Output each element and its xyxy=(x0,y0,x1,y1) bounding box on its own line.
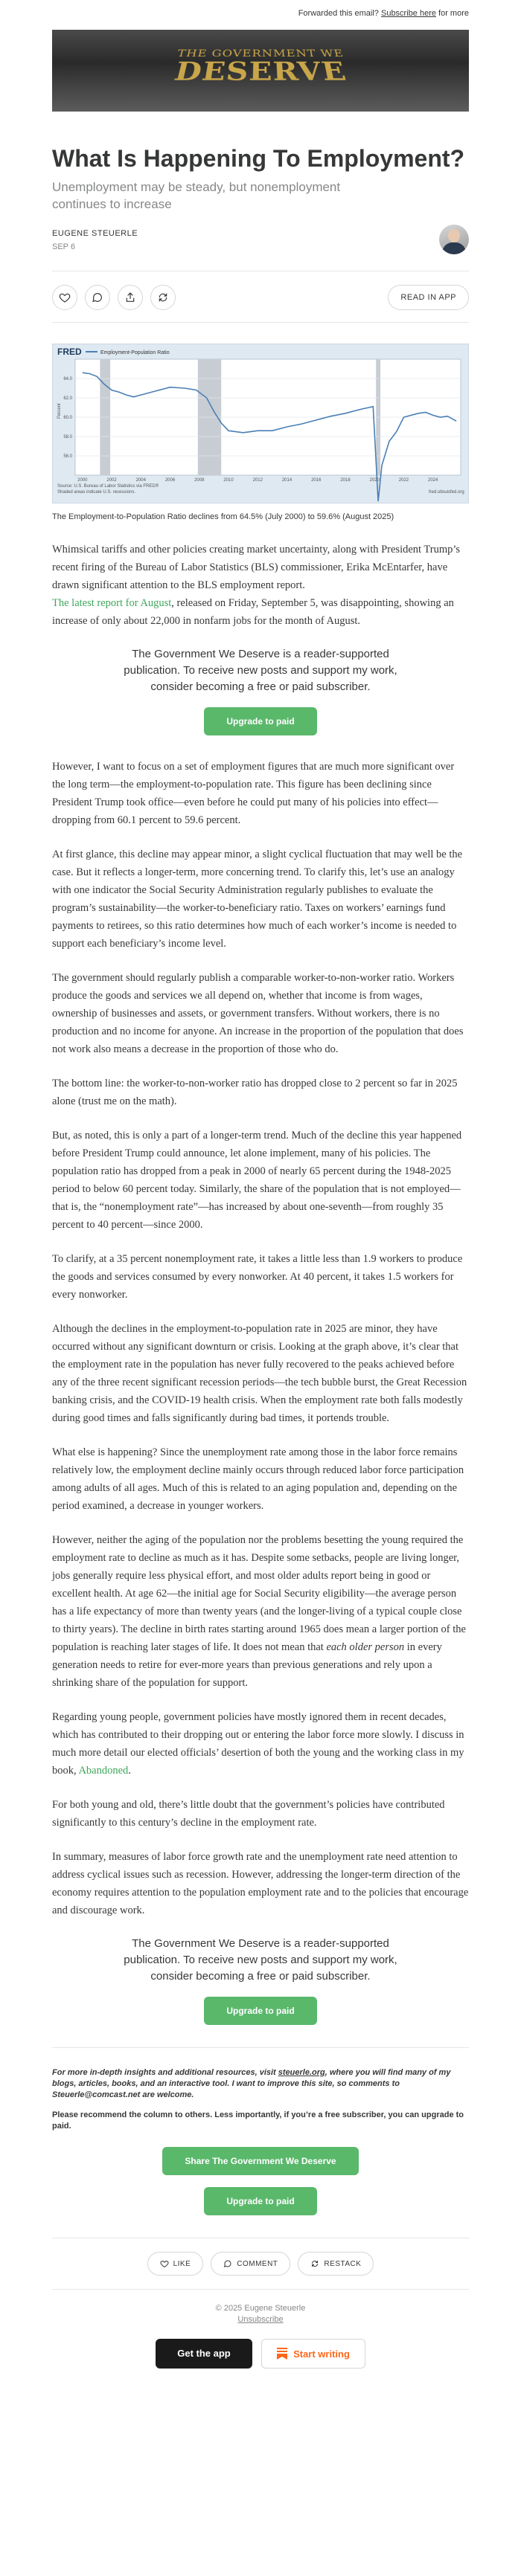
paragraph-1-text: Whimsical tariffs and other policies creating market uncertainty, along with President Trump’s recent firing of the Bureau of Labor Statistics (BLS) commissioner, Erika McEntarfer, have drawn significant attention to the BLS employment report. xyxy=(52,544,461,591)
fred-logo: FRED xyxy=(57,347,82,357)
restack-icon xyxy=(157,292,169,303)
restack-icon xyxy=(310,2259,319,2268)
comment-icon xyxy=(92,292,103,303)
footer-note-rest: , where you will find many of my blogs, articles, books, and an interactive tool. I want to improve this site, so comments to Steuerle@comcast.net are welcome. xyxy=(52,2068,451,2099)
avatar-suit xyxy=(442,242,466,254)
x-tick-label: 2004 xyxy=(135,478,146,483)
post-meta xyxy=(52,229,469,260)
x-tick-label: 2018 xyxy=(340,478,351,483)
post-title[interactable]: What Is Happening To Employment? xyxy=(52,145,465,172)
y-axis-label: Percent xyxy=(57,403,62,419)
upgrade-button-3[interactable]: Upgrade to paid xyxy=(204,2187,316,2215)
avatar-head xyxy=(448,229,460,242)
chart-note: Shaded areas indicate U.S. recessions. xyxy=(57,490,136,495)
legend-label: Employment-Population Ratio xyxy=(100,350,170,355)
heart-icon xyxy=(160,2259,169,2268)
share-publication-button[interactable]: Share The Government We Deserve xyxy=(162,2147,358,2175)
chart-svg xyxy=(53,344,468,503)
comment-label: COMMENT xyxy=(237,2259,278,2268)
cta-text-1: The Government We Deserve is a reader-supported publication. To receive new posts and support my work, consider becoming a free or paid subscriber. xyxy=(124,648,397,693)
footer-note-resources xyxy=(52,2067,469,2101)
banner-logo xyxy=(52,48,469,85)
paragraph-10-emphasis: each older person xyxy=(326,1641,405,1653)
abandoned-book-link[interactable]: Abandoned xyxy=(78,1765,129,1777)
post-body-continued xyxy=(52,758,469,1919)
copyright-text: © 2025 Eugene Steuerle xyxy=(215,2304,306,2313)
paragraph-10-rest: in every generation needs to retire for ever-more years than previous generations and rely upon a shrinking share of the population for support. xyxy=(52,1641,442,1689)
subscribe-cta-2 xyxy=(0,1936,521,2025)
paragraph-11 xyxy=(52,1708,469,1780)
unsubscribe-link[interactable]: Unsubscribe xyxy=(237,2315,284,2324)
paragraph-9: What else is happening? Since the unemployment rate among those in the labor force remains relatively low, the employment decline mainly occurs through reduced labor force participation among adults of all ages. Much of this is related to an aging population and, depending on the period examined, a decrease in younger workers. xyxy=(52,1446,464,1512)
start-writing-button[interactable] xyxy=(261,2339,365,2369)
x-tick-label: 2000 xyxy=(77,478,88,483)
upgrade-button-1[interactable]: Upgrade to paid xyxy=(204,707,316,735)
publication-banner[interactable] xyxy=(52,30,469,112)
paragraph-11-rest: . xyxy=(128,1765,131,1777)
section-divider xyxy=(52,2047,469,2048)
footer-note-recommend: Please recommend the column to others. Less importantly, if you’re a free subscriber, you can upgrade to paid. xyxy=(52,2110,464,2131)
footer-note-text: For more in-depth insights and additional resources, visit xyxy=(52,2068,278,2077)
paragraph-13: In summary, measures of labor force growth rate and the unemployment rate need attention to address cyclical issues such as recession. However, addressing the longer-term direction of the economy requires attention to the population employment rate and to the policies that encourage and discourage work. xyxy=(52,1851,469,1916)
footer-buttons xyxy=(0,2135,521,2215)
post-subtitle: Unemployment may be steady, but nonemployment continues to increase xyxy=(52,180,341,211)
substack-icon xyxy=(277,2348,287,2360)
x-tick-label: 2012 xyxy=(252,478,263,483)
x-tick-label: 2002 xyxy=(106,478,117,483)
comment-icon xyxy=(223,2259,232,2268)
bottom-actions xyxy=(52,2238,469,2290)
fred-chart[interactable] xyxy=(52,344,469,503)
forward-bar xyxy=(0,0,521,30)
paragraph-11-text: Regarding young people, government policies have mostly ignored them in recent decades, which has contributed to their dropping out or entering the labor force more slowly. I discuss in much more detail our elected officials’ desertion of both the young and the working class in my book, xyxy=(52,1711,464,1777)
subscribe-cta-1 xyxy=(0,646,521,735)
chart-caption: The Employment-to-Population Ratio declines from 64.5% (July 2000) to 59.6% (August 2025) xyxy=(52,512,394,521)
x-tick-label: 2010 xyxy=(223,478,234,483)
like-label: LIKE xyxy=(173,2259,191,2268)
latest-report-link[interactable]: The latest report for August xyxy=(52,597,172,609)
paragraph-12: For both young and old, there’s little doubt that the government’s policies have contributed significantly to this century’s decline in the employment rate. xyxy=(52,1799,445,1829)
forward-text: Forwarded this email? xyxy=(298,9,381,18)
subscribe-link[interactable]: Subscribe here xyxy=(380,9,436,18)
post-body xyxy=(52,541,469,630)
x-tick-label: 2024 xyxy=(428,478,438,483)
paragraph-10 xyxy=(52,1531,469,1692)
restack-label: RESTACK xyxy=(324,2259,362,2268)
steuerle-link[interactable]: steuerle.org xyxy=(278,2068,325,2077)
paragraph-7: To clarify, at a 35 percent nonemployment rate, it takes a little less than 1.9 workers to produce the goods and services consumed by every nonworker. At 40 percent, it takes 1.5 workers for every nonworker. xyxy=(52,1253,463,1301)
banner-line2: DESERVE xyxy=(170,57,351,87)
chart-link[interactable]: fred.stlouisfed.org xyxy=(429,490,464,495)
paragraph-3: At first glance, this decline may appear minor, a slight cyclical fluctuation that may well be the case. But it reflects a longer-term, more concerning trend. To clarify this, let’s use an analogy with one indicator the Social Security Administration regularly publishes to evaluate the program’s sustainability—the worker-to-beneficiary ratio. Taxes on workers’ earnings fund payments to retirees, so this ratio determines how much of each worker’s income is needed to support each beneficiary’s income level. xyxy=(52,849,463,950)
x-tick-label: 2016 xyxy=(311,478,322,483)
x-tick-label: 2008 xyxy=(194,478,205,483)
share-icon xyxy=(124,292,136,303)
like-button[interactable] xyxy=(52,285,77,310)
y-tick-label: 58.0 xyxy=(63,435,72,439)
author-name[interactable]: EUGENE STEUERLE xyxy=(52,229,138,238)
forward-suffix: for more xyxy=(435,9,469,18)
y-tick-label: 60.0 xyxy=(63,416,72,420)
author-avatar[interactable] xyxy=(439,225,469,254)
start-writing-label: Start writing xyxy=(293,2348,350,2360)
chart-source: Source: U.S. Bureau of Labor Statistics via FRED® xyxy=(57,484,159,489)
app-buttons xyxy=(0,2339,521,2391)
banner-line1: THE GOVERNMENT WE xyxy=(176,48,345,59)
post-date: SEP 6 xyxy=(52,242,75,251)
upgrade-button-2[interactable]: Upgrade to paid xyxy=(204,1997,316,2025)
y-tick-label: 64.0 xyxy=(63,377,72,381)
share-button[interactable] xyxy=(118,285,143,310)
paragraph-2: However, I want to focus on a set of employment figures that are much more significant over the long term—the employment-to-population rate. This figure has been declining since President Trump took office—even before he could put many of his policies into effect—dropping from 60.1 percent to 59.6 percent. xyxy=(52,761,455,826)
paragraph-4: The government should regularly publish a comparable worker-to-non-worker ratio. Workers produce the goods and services we all depend on, whether that income is from wages, ownership of businesses and assets, or government transfers. Without workers, there is no production and no income for anyone. An increase in the proportion of the population that does not work also means a decrease in the proportion of those who do. xyxy=(52,972,464,1055)
copyright-block xyxy=(0,2303,521,2325)
post-actions xyxy=(52,271,469,323)
heart-icon xyxy=(59,292,71,303)
paragraph-8: Although the declines in the employment-to-population rate in 2025 are minor, they have occurred without any significant downturn or crisis. Looking at the graph above, it’s clear that the employment rate in the population has never fully recovered to the peaks achieved before any of the three recent significant recession periods—the tech bubble burst, the Great Recession banking crisis, and the COVID-19 health crisis. When the employment rate both falls modestly during good times and falls significantly during bad times, it portends trouble. xyxy=(52,1323,467,1424)
x-tick-label: 2006 xyxy=(164,478,176,483)
paragraph-1 xyxy=(52,541,469,630)
cta-text-2: The Government We Deserve is a reader-supported publication. To receive new posts and support my work, consider becoming a free or paid subscriber. xyxy=(124,1937,397,1983)
bottom-restack-button[interactable] xyxy=(298,2252,374,2276)
get-app-button[interactable]: Get the app xyxy=(156,2339,252,2369)
paragraph-1-rest: , released on Friday, September 5, was disappointing, showing an increase of only about 22,000 in nonfarm jobs for the month of August. xyxy=(52,597,454,627)
x-tick-label: 2020 xyxy=(369,478,380,483)
x-tick-label: 2022 xyxy=(398,478,409,483)
y-tick-label: 56.0 xyxy=(63,454,72,459)
bottom-comment-button[interactable] xyxy=(211,2252,290,2276)
paragraph-10-text: However, neither the aging of the population nor the problems besetting the young required the employment rate to decline as much as it has. Despite some setbacks, people are living longer, jobs generally require less physical effort, and most older adults report being in good or excellent health. At age 62—the initial age for Social Security eligibility—the average person has a life expectancy of more than twenty years (and the longer-living of a typical couple close to thirty years). The decline in birth rates starting around 1965 does mean a larger portion of the population is reaching later stages of life. It does not mean that xyxy=(52,1534,466,1653)
paragraph-5: The bottom line: the worker-to-non-worker ratio has dropped close to 2 percent so far in 2025 alone (trust me on the math). xyxy=(52,1078,458,1107)
y-tick-label: 62.0 xyxy=(63,396,72,401)
x-tick-label: 2014 xyxy=(281,478,293,483)
restack-button[interactable] xyxy=(150,285,176,310)
read-in-app-button[interactable]: READ IN APP xyxy=(388,285,469,310)
paragraph-6: But, as noted, this is only a part of a longer-term trend. Much of the decline this year happened before President Trump could announce, let alone implement, many of his policies. The population ratio has dropped from a peak in 2000 of nearly 65 percent during the 1948-2025 period to below 60 percent today. Similarly, the share of the population that is not employed—that is, the “nonemployment rate”—has increased by about one-seventh—from roughly 35 percent to 40 percent—since 2000. xyxy=(52,1130,462,1231)
comment-button[interactable] xyxy=(85,285,110,310)
bottom-like-button[interactable] xyxy=(147,2252,204,2276)
